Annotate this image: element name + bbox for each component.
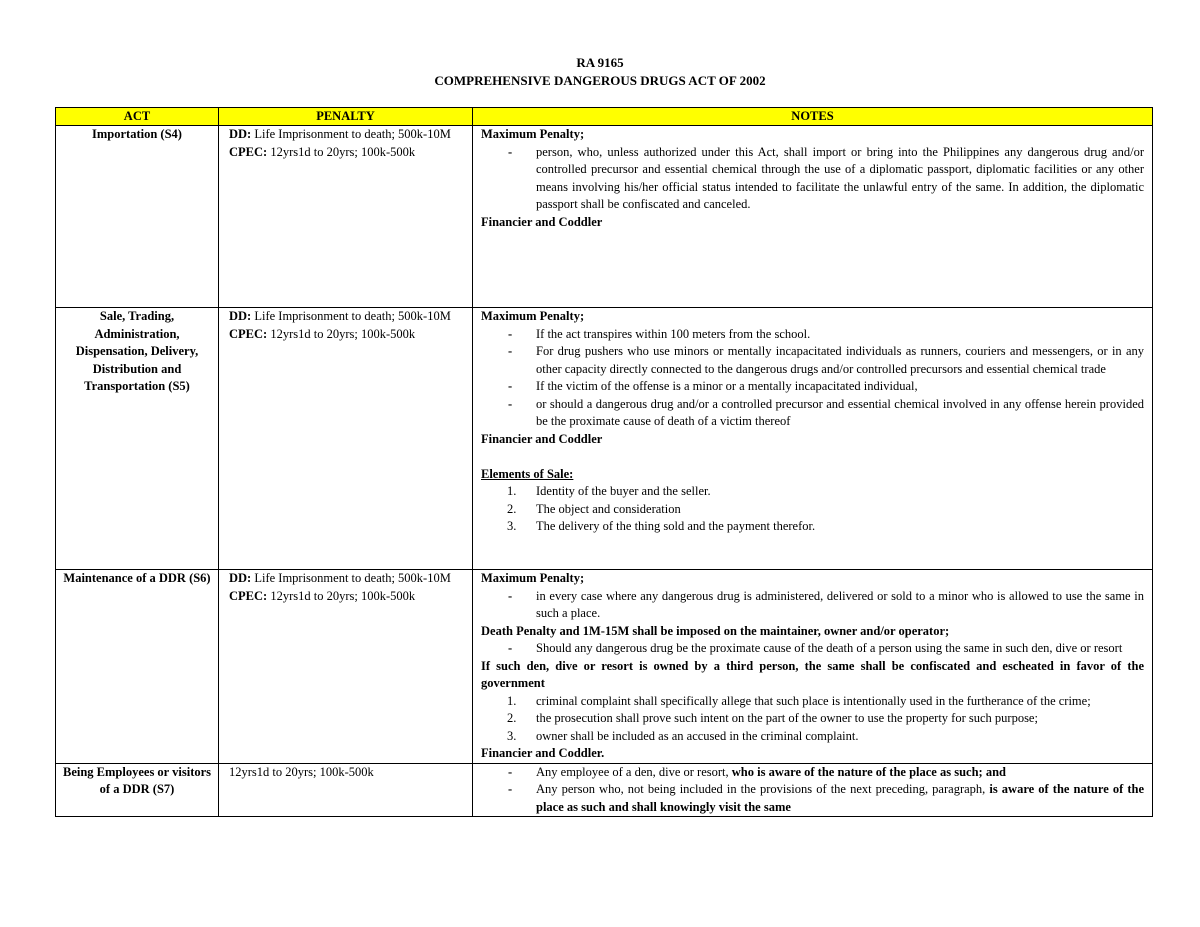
list-item: - Any person who, not being included in the provisions of the next preceding, paragraph, is aware of the nature of the place as such and shall knowingly visit the same [481, 781, 1144, 816]
notes-cell [473, 763, 1153, 817]
list-item: - Any employee of a den, dive or resort, who is aware of the nature of the place as such; and [481, 764, 1144, 782]
list-item: 2. the prosecution shall prove such intent on the part of the owner to use the property for such purpose; [507, 711, 1038, 725]
cpec-label: CPEC: [229, 588, 268, 603]
list-item: 1. Identity of the buyer and the seller. [507, 484, 711, 498]
list-item: 1. criminal complaint shall specifically allege that such place is intentionally used in the furtherance of the crime; [507, 693, 1091, 708]
list-item: - If the victim of the offense is a minor or a mentally incapacitated individual, [481, 378, 1144, 396]
penalty-table [55, 107, 1153, 817]
notes-heading: Maximum Penalty; [481, 127, 585, 141]
act-cell: Sale, Trading, Administration, Dispensation, Delivery, Distribution and Transportation (S5) [56, 308, 219, 570]
list-item: 3. owner shall be included as an accused in the criminal complaint. [507, 728, 859, 743]
notes-cell [473, 308, 1153, 570]
list-item: - Should any dangerous drug be the proximate cause of the death of a person using the same in such den, dive or resort [481, 640, 1144, 658]
notes-heading: Death Penalty and 1M-15M shall be imposed on the maintainer, owner and/or operator; [481, 623, 950, 638]
header-notes: NOTES [473, 108, 1153, 126]
notes-heading-underlined: Elements of Sale: [481, 466, 574, 481]
header-penalty: PENALTY [219, 108, 473, 126]
document-title: RA 9165 [576, 55, 624, 70]
notes-heading: Maximum Penalty; [481, 309, 585, 323]
dd-text: Life Imprisonment to death; 500k-10M [251, 309, 451, 323]
notes-heading: Maximum Penalty; [481, 571, 585, 585]
bullet-list [481, 640, 1144, 658]
list-item: 2. The object and consideration [507, 501, 681, 516]
dd-text: Life Imprisonment to death; 500k-10M [251, 571, 451, 585]
table-row [56, 763, 1153, 817]
cpec-text: 12yrs1d to 20yrs; 100k-500k [267, 588, 416, 603]
bullet-list [481, 764, 1144, 817]
act-cell: Importation (S4) [56, 126, 219, 308]
list-item: - For drug pushers who use minors or mentally incapacitated individuals as runners, couriers and messengers, or in any other capacity directly connected to the dangerous drugs and/or controlled precursors and essential chemical trade [481, 343, 1144, 378]
penalty-cell [219, 570, 473, 764]
dd-label: DD: [229, 309, 252, 323]
bullet-list [481, 144, 1144, 214]
table-row [56, 570, 1153, 764]
numbered-list [481, 693, 1144, 746]
dd-label: DD: [229, 571, 252, 585]
notes-cell [473, 126, 1153, 308]
penalty-cell [219, 308, 473, 570]
bullet-list [481, 588, 1144, 623]
notes-heading: Financier and Coddler [481, 431, 603, 446]
penalty-cell: 12yrs1d to 20yrs; 100k-500k [219, 763, 473, 817]
table-row [56, 126, 1153, 308]
dd-label: DD: [229, 127, 252, 141]
notes-heading: If such den, dive or resort is owned by a third person, the same shall be confiscated and escheated in favor of the government [481, 658, 1144, 690]
cpec-text: 12yrs1d to 20yrs; 100k-500k [267, 326, 416, 341]
list-item: - or should a dangerous drug and/or a controlled precursor and essential chemical involved in any offense herein provided be the proximate cause of death of a victim thereof [481, 396, 1144, 431]
bullet-list [481, 326, 1144, 431]
notes-heading: Financier and Coddler [481, 214, 603, 229]
numbered-list [481, 483, 1144, 536]
dd-text: Life Imprisonment to death; 500k-10M [251, 127, 451, 141]
notes-heading: Financier and Coddler. [481, 746, 605, 760]
document-subtitle: COMPREHENSIVE DANGEROUS DRUGS ACT OF 2002 [434, 73, 766, 88]
cpec-label: CPEC: [229, 144, 268, 159]
notes-cell [473, 570, 1153, 764]
table-row [56, 308, 1153, 570]
cpec-text: 12yrs1d to 20yrs; 100k-500k [267, 144, 416, 159]
penalty-cell [219, 126, 473, 308]
header-act: ACT [56, 108, 219, 126]
act-cell: Maintenance of a DDR (S6) [56, 570, 219, 764]
list-item: - in every case where any dangerous drug is administered, delivered or sold to a minor who is allowed to use the same in such a place. [481, 588, 1144, 623]
table-header-row [56, 108, 1153, 126]
list-item: - If the act transpires within 100 meters from the school. [481, 326, 1144, 344]
act-cell: Being Employees or visitors of a DDR (S7) [56, 763, 219, 817]
list-item: - person, who, unless authorized under this Act, shall import or bring into the Philippines any dangerous drug and/or controlled precursor and essential chemical through the use of a diplomatic passport, diplomatic facilities or any other means involving his/her official status intended to facilitate the unlawful entry of the same. In addition, the diplomatic passport shall be confiscated and canceled. [481, 144, 1144, 214]
list-item: 3. The delivery of the thing sold and the payment therefor. [507, 519, 816, 533]
cpec-label: CPEC: [229, 326, 268, 341]
